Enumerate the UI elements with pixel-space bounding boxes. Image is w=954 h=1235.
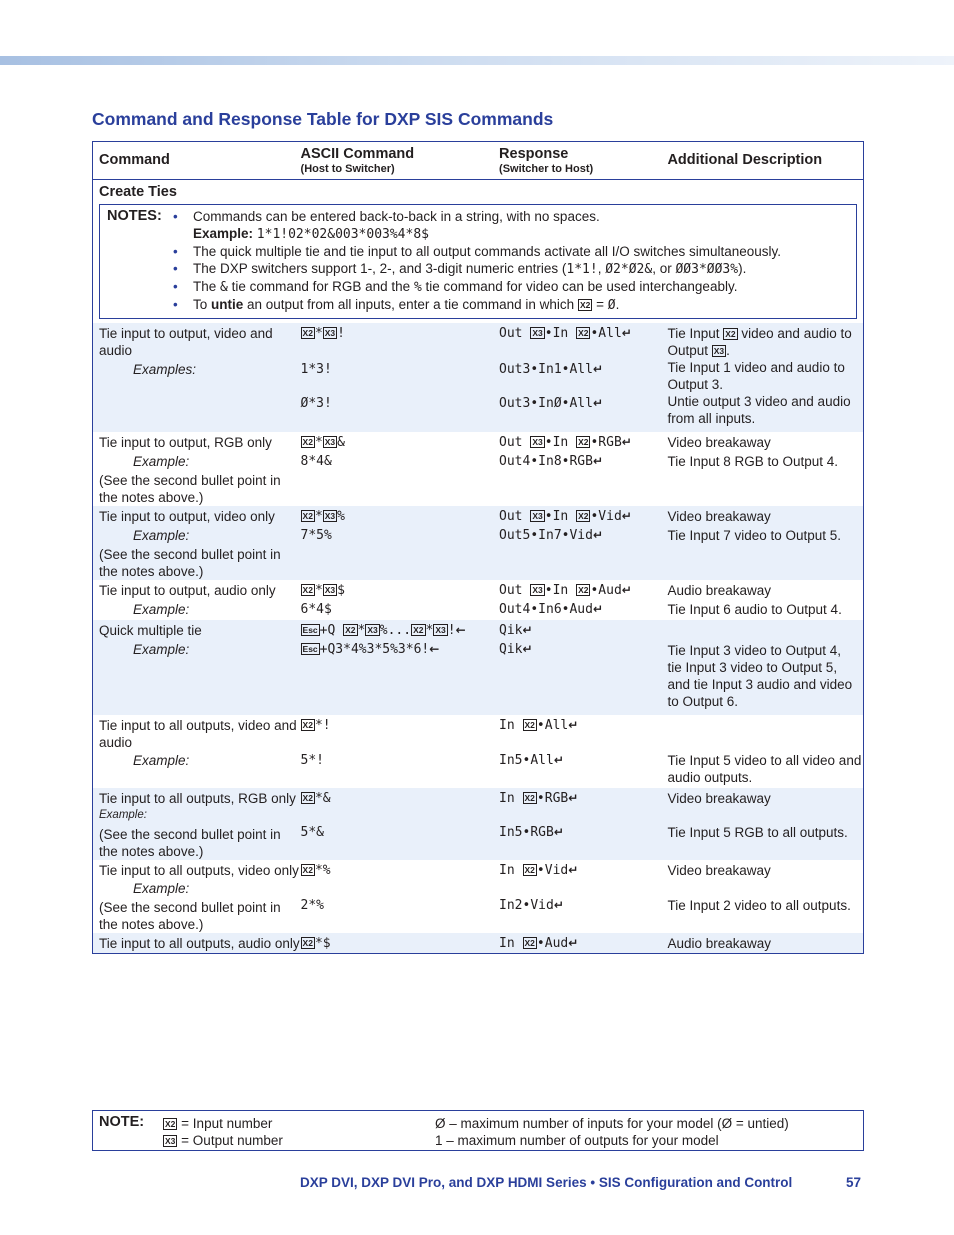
command-table [92,141,864,954]
enter-icon: ↵ [568,936,579,950]
bottom-note-box [92,1110,864,1151]
section-title: Create Ties [93,180,864,205]
note-4: The & tie command for RGB and the % tie command for video can be used interchangeably. [193,279,738,295]
table-row: Tie input to output, RGB only Example: (See the second bullet point in the notes above.) X2 * X3 & 8*4& Out X3 •In X2 •RGB↵ Out4•In8•RGB↵ Video breakaway Tie Input 8 RGB to Output 4. [99,435,839,505]
table-header-row [93,142,864,180]
enter-icon: ↵ [592,362,604,376]
header-command: Command [93,142,301,180]
return-arrow-icon: ← [429,642,440,656]
enter-icon: ↵ [568,863,579,877]
bullet-icon: • [173,297,178,312]
notes-row [93,204,864,323]
table-row: Tie input to all outputs, video only Example: (See the second bullet point in the notes above.) X2 *% 2*% In X2 •Vid↵ In2•Vid↵ Video breakaway Tie Input 2 video to all outputs. [99,863,851,932]
header-ascii: ASCII Command (Host to Switcher) [301,142,500,180]
limit-definitions: Ø – maximum number of inputs for your model (Ø = untied) 1 – maximum number of outputs for your model [435,1116,789,1148]
bullet-icon: • [173,279,178,294]
enter-icon: ↵ [592,528,604,542]
table-row: Tie input to output, audio only Example: X2 * X3 $ 6*4$ Out X3 •In X2 •Aud↵ Out4•In6•Aud↵ Audio breakaway Tie Input 6 audio to Output 4. [99,583,842,617]
section-row [93,180,864,205]
bottom-note-label: NOTE: [99,1114,145,1130]
note-3: The DXP switchers support 1-, 2-, and 3-digit numeric entries (1*1!, Ø2*Ø2&, or ØØ3*ØØ3%). [193,261,747,277]
return-arrow-icon: ← [455,623,466,637]
table-row: Tie input to output, video only Example: (See the second bullet point in the notes above.) X2 * X3 % 7*5% Out X3 •In X2 •Vid↵ Out5•In7•Vid↵ Video breakaway Tie Input 7 video to Output 5. [93,506,864,580]
enter-icon: ↵ [553,753,564,767]
bullet-icon: • [173,244,178,259]
enter-icon: ↵ [621,509,632,523]
enter-icon: ↵ [553,825,564,839]
table-row: Tie input to all outputs, audio only X2 *$ In X2 •Aud↵ Audio breakaway [93,933,864,954]
table-row: Tie input to all outputs, RGB only Example: (See the second bullet point in the notes above.) X2 *& 5*& In X2 •RGB↵ In5•RGB↵ Video breakaway Tie Input 5 RGB to all outputs. [93,788,864,860]
note-5: To untie an output from all inputs, enter a tie command in which X2 = Ø. [193,297,620,313]
enter-icon: ↵ [592,602,604,616]
enter-icon: ↵ [568,718,579,732]
bullet-icon: • [173,209,178,224]
enter-icon: ↵ [522,642,533,656]
page-title: Command and Response Table for DXP SIS Commands [92,109,554,129]
enter-icon: ↵ [553,898,564,912]
notes-label: NOTES: [107,208,162,224]
enter-icon: ↵ [568,791,579,805]
enter-icon: ↵ [592,396,604,410]
enter-icon: ↵ [621,326,632,340]
header-response: Response (Switcher to Host) [499,142,667,180]
table-row: Quick multiple tie Example: Esc +Q X2 * X3 %... X2 * X3 !← Esc +Q3*4%3*5%3*6!← Qik↵ Qik↵ Tie Input 3 video to Output 4, tie Input 3 video to Output 5, and tie Input 3 audio and video to Output 6. [93,620,864,715]
table-row: Tie input to all outputs, video and audio Example: X2 *! 5*! In X2 •All↵ In5•All↵ Tie Input 5 video to all video and audio outputs. [99,718,862,785]
header-description: Additional Description [667,142,863,180]
enter-icon: ↵ [621,435,632,449]
page-footer: DXP DVI, DXP DVI Pro, and DXP HDMI Series • SIS Configuration and Control [300,1175,793,1190]
page-number: 57 [846,1175,862,1190]
enter-icon: ↵ [592,454,604,468]
note-2: The quick multiple tie and tie input to all output commands activate all I/O switches simultaneously. [193,244,782,259]
variable-definitions: X2 = Input number X3 = Output number [165,1116,283,1148]
notes-box [99,204,857,319]
table-row: Tie input to output, video and audio Examples: X2 * X3 ! 1*3! Ø*3! Out X3 •In X2 •All↵ Out3•In1•All↵ Out3•InØ•All↵ Tie Input X2 video and audio to Output X3 . Tie Input 1 video and audio to Output 3. Untie output 3 video and audio from all inputs. [93,323,864,432]
bullet-icon: • [173,261,178,276]
enter-icon: ↵ [522,623,533,637]
note-1: Commands can be entered back-to-back in a string, with no spaces. Example: 1*1!02*02&003*003%4*8$ [193,209,600,242]
header-gradient-bar [0,56,954,65]
enter-icon: ↵ [621,583,632,597]
